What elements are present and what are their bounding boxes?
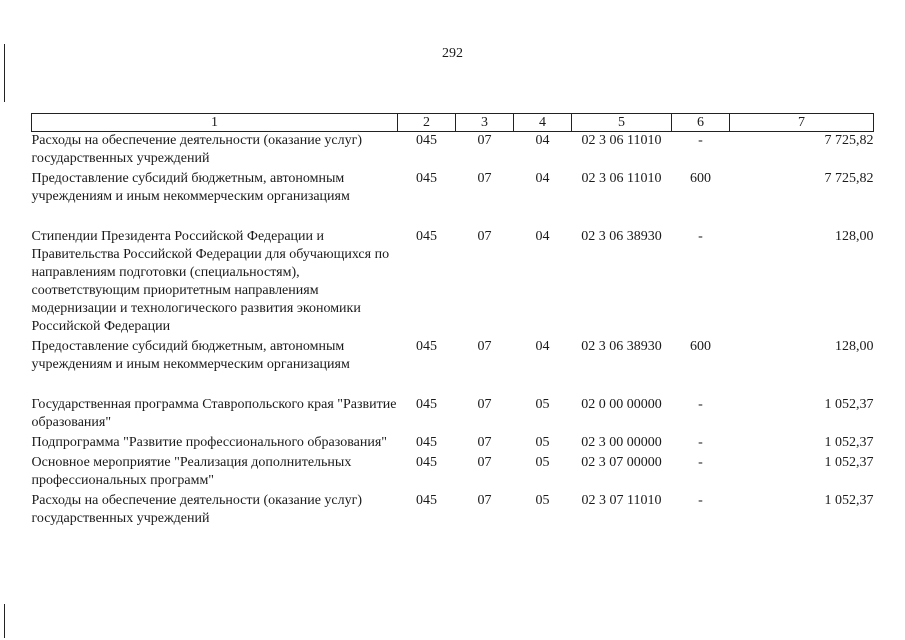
table-header-row [32, 114, 874, 132]
cell-expense-type: - [698, 133, 703, 148]
cell-amount: 1 052,37 [824, 493, 874, 508]
cell-section: 07 [477, 455, 492, 470]
table-row [32, 434, 874, 454]
cell-ministry: 045 [416, 435, 437, 450]
cell-subsection: 04 [535, 339, 550, 354]
cell-ministry: 045 [416, 171, 437, 186]
cell-subsection: 04 [535, 171, 550, 186]
cell-amount: 7 725,82 [824, 171, 874, 186]
page-number: 292 [442, 46, 463, 61]
table-row [32, 132, 874, 171]
row-name: Стипендии Президента Российской Федерации и Правительства Российской Федерации для обучающихся по направлениям подготовки (специальностям), соответствующим приоритетным направлениям модернизации и технологического развития экономики Российской Федерации [31, 229, 390, 334]
cell-expense-type: - [698, 229, 703, 244]
cell-subsection: 05 [535, 455, 550, 470]
cell-section: 07 [477, 493, 492, 508]
cell-expense-type: - [698, 493, 703, 508]
cell-subsection: 05 [535, 493, 550, 508]
cell-ministry: 045 [416, 229, 437, 244]
cell-amount: 1 052,37 [824, 435, 874, 450]
column-header: 3 [456, 114, 514, 132]
column-header: 6 [672, 114, 730, 132]
cell-ministry: 045 [416, 455, 437, 470]
row-name: Расходы на обеспечение деятельности (оказание услуг) государственных учреждений [31, 493, 363, 526]
column-header: 1 [32, 114, 398, 132]
table-row [32, 228, 874, 338]
cell-amount: 128,00 [835, 339, 874, 354]
cell-ministry: 045 [416, 339, 437, 354]
table-row [32, 454, 874, 492]
cell-section: 07 [477, 339, 492, 354]
cell-ministry: 045 [416, 133, 437, 148]
cell-expense-type: - [698, 397, 703, 412]
cell-target-article: 02 3 07 00000 [581, 455, 662, 470]
cell-amount: 1 052,37 [824, 397, 874, 412]
cell-expense-type: 600 [690, 171, 711, 186]
cell-expense-type: - [698, 455, 703, 470]
cell-amount: 7 725,82 [824, 133, 874, 148]
cell-expense-type: 600 [690, 339, 711, 354]
column-header: 5 [572, 114, 672, 132]
row-name: Предоставление субсидий бюджетным, автономным учреждениям и иным некоммерческим организациям [31, 171, 350, 204]
cell-section: 07 [477, 435, 492, 450]
table-row [32, 170, 874, 228]
cell-subsection: 04 [535, 229, 550, 244]
cell-target-article: 02 3 06 38930 [581, 339, 662, 354]
cell-target-article: 02 3 00 00000 [581, 435, 662, 450]
column-header: 2 [398, 114, 456, 132]
cell-target-article: 02 3 06 38930 [581, 229, 662, 244]
cell-target-article: 02 3 06 11010 [581, 133, 662, 148]
cell-expense-type: - [698, 435, 703, 450]
margin-mark [4, 604, 5, 638]
cell-section: 07 [477, 171, 492, 186]
table-row [32, 396, 874, 434]
cell-ministry: 045 [416, 493, 437, 508]
cell-target-article: 02 3 06 11010 [581, 171, 662, 186]
row-name: Государственная программа Ставропольского края "Развитие образования" [31, 397, 397, 430]
cell-subsection: 05 [535, 435, 550, 450]
row-name: Предоставление субсидий бюджетным, автономным учреждениям и иным некоммерческим организациям [31, 339, 350, 372]
cell-section: 07 [477, 133, 492, 148]
budget-table [31, 113, 874, 530]
cell-section: 07 [477, 229, 492, 244]
cell-ministry: 045 [416, 397, 437, 412]
column-header: 7 [730, 114, 874, 132]
row-name: Подпрограмма "Развитие профессионального образования" [31, 435, 387, 450]
row-name: Основное мероприятие "Реализация дополнительных профессиональных программ" [31, 455, 352, 488]
cell-subsection: 05 [535, 397, 550, 412]
cell-amount: 1 052,37 [824, 455, 874, 470]
cell-target-article: 02 3 07 11010 [581, 493, 662, 508]
table-row [32, 492, 874, 530]
cell-amount: 128,00 [835, 229, 874, 244]
table-row [32, 338, 874, 396]
row-name: Расходы на обеспечение деятельности (оказание услуг) государственных учреждений [31, 133, 363, 166]
cell-subsection: 04 [535, 133, 550, 148]
cell-target-article: 02 0 00 00000 [581, 397, 662, 412]
column-header: 4 [514, 114, 572, 132]
cell-section: 07 [477, 397, 492, 412]
